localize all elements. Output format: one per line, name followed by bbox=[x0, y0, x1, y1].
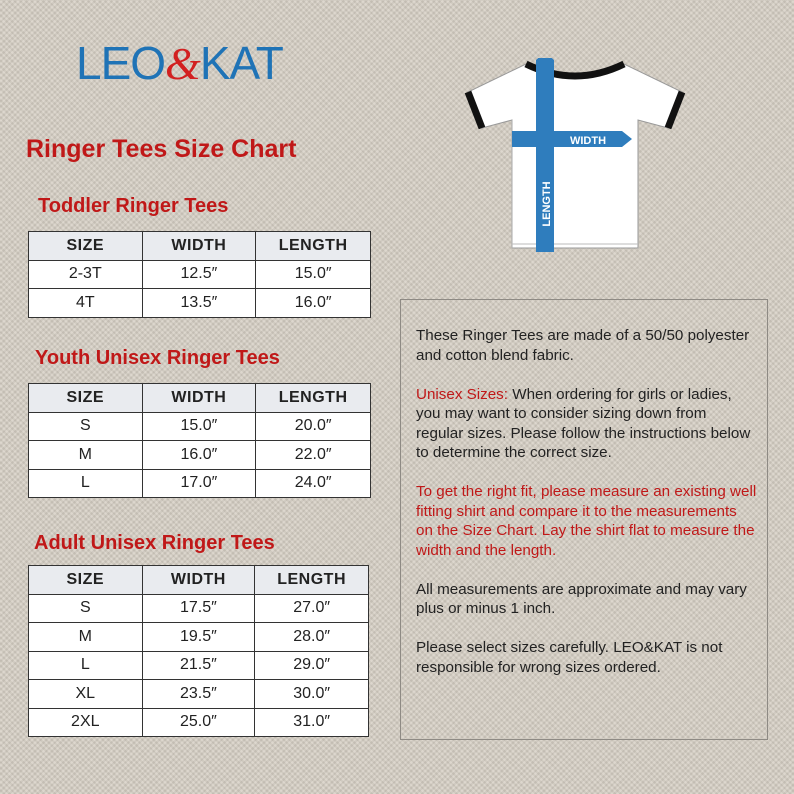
cell-length: 20.0″ bbox=[256, 412, 371, 441]
table-row bbox=[29, 441, 371, 470]
info-box bbox=[400, 299, 768, 740]
cell-length: 28.0″ bbox=[255, 623, 369, 652]
header-length: LENGTH bbox=[256, 232, 371, 261]
table-header-row bbox=[29, 384, 371, 413]
adult-size-table bbox=[28, 565, 369, 737]
logo-leo: LEO bbox=[76, 37, 166, 89]
cell-width: 21.5″ bbox=[142, 651, 255, 680]
cell-length: 27.0″ bbox=[255, 594, 369, 623]
youth-size-table bbox=[28, 383, 371, 498]
tshirt-diagram bbox=[464, 58, 686, 254]
header-size: SIZE bbox=[29, 566, 143, 595]
cell-width: 12.5″ bbox=[142, 260, 256, 289]
cell-width: 13.5″ bbox=[142, 289, 256, 318]
tshirt-body bbox=[468, 64, 682, 248]
header-width: WIDTH bbox=[142, 566, 255, 595]
cell-size: 2XL bbox=[29, 708, 143, 737]
header-length: LENGTH bbox=[255, 566, 369, 595]
header-size: SIZE bbox=[29, 384, 143, 413]
cell-width: 25.0″ bbox=[142, 708, 255, 737]
logo-kat: KAT bbox=[199, 37, 283, 89]
cell-width: 17.5″ bbox=[142, 594, 255, 623]
page-title: Ringer Tees Size Chart bbox=[26, 135, 297, 163]
cell-length: 31.0″ bbox=[255, 708, 369, 737]
cell-size: L bbox=[29, 651, 143, 680]
cell-size: M bbox=[29, 441, 143, 470]
length-arrowhead bbox=[536, 58, 554, 60]
unisex-text: When ordering for girls or ladies, you may want to consider sizing down from regular sizes. Please follow the instructions below to determine the correct size. bbox=[416, 385, 751, 461]
cell-length: 15.0″ bbox=[256, 260, 371, 289]
cell-length: 22.0″ bbox=[256, 441, 371, 470]
unisex-info bbox=[416, 385, 757, 463]
table-header-row bbox=[29, 232, 371, 261]
width-label: WIDTH bbox=[569, 135, 607, 147]
approximate-note: All measurements are approximate and may vary plus or minus 1 inch. bbox=[416, 580, 747, 617]
cell-size: L bbox=[29, 469, 143, 498]
cell-width: 23.5″ bbox=[142, 680, 255, 709]
youth-section-title: Youth Unisex Ringer Tees bbox=[35, 347, 280, 369]
table-row bbox=[29, 651, 369, 680]
brand-logo bbox=[76, 37, 283, 89]
cell-width: 16.0″ bbox=[142, 441, 256, 470]
cell-size: S bbox=[29, 412, 143, 441]
table-row bbox=[29, 623, 369, 652]
cell-length: 16.0″ bbox=[256, 289, 371, 318]
cell-size: 2-3T bbox=[29, 260, 143, 289]
table-row bbox=[29, 469, 371, 498]
cell-size: M bbox=[29, 623, 143, 652]
toddler-size-table bbox=[28, 231, 371, 318]
table-row bbox=[29, 708, 369, 737]
cell-width: 15.0″ bbox=[142, 412, 256, 441]
table-row bbox=[29, 289, 371, 318]
disclaimer: Please select sizes carefully. LEO&KAT is not responsible for wrong sizes ordered. bbox=[416, 639, 723, 676]
length-label: LENGTH bbox=[541, 181, 553, 227]
fabric-info: These Ringer Tees are made of a 50/50 polyester and cotton blend fabric. bbox=[416, 327, 750, 364]
header-width: WIDTH bbox=[142, 384, 256, 413]
header-width: WIDTH bbox=[142, 232, 256, 261]
cell-width: 19.5″ bbox=[142, 623, 255, 652]
table-header-row bbox=[29, 566, 369, 595]
table-row bbox=[29, 594, 369, 623]
table-row bbox=[29, 412, 371, 441]
table-row bbox=[29, 680, 369, 709]
cell-size: 4T bbox=[29, 289, 143, 318]
cell-length: 24.0″ bbox=[256, 469, 371, 498]
fit-instructions: To get the right fit, please measure an existing well fitting shirt and compare it to the measurements on the Size Chart. Lay the shirt flat to measure the width and the length. bbox=[416, 483, 757, 559]
cell-size: S bbox=[29, 594, 143, 623]
header-length: LENGTH bbox=[256, 384, 371, 413]
cell-width: 17.0″ bbox=[142, 469, 256, 498]
table-row bbox=[29, 260, 371, 289]
logo-ampersand: & bbox=[165, 38, 200, 89]
unisex-label: Unisex Sizes: bbox=[416, 385, 509, 403]
header-size: SIZE bbox=[29, 232, 143, 261]
cell-size: XL bbox=[29, 680, 143, 709]
toddler-section-title: Toddler Ringer Tees bbox=[38, 195, 229, 217]
cell-length: 29.0″ bbox=[255, 651, 369, 680]
cell-length: 30.0″ bbox=[255, 680, 369, 709]
adult-section-title: Adult Unisex Ringer Tees bbox=[34, 532, 275, 554]
